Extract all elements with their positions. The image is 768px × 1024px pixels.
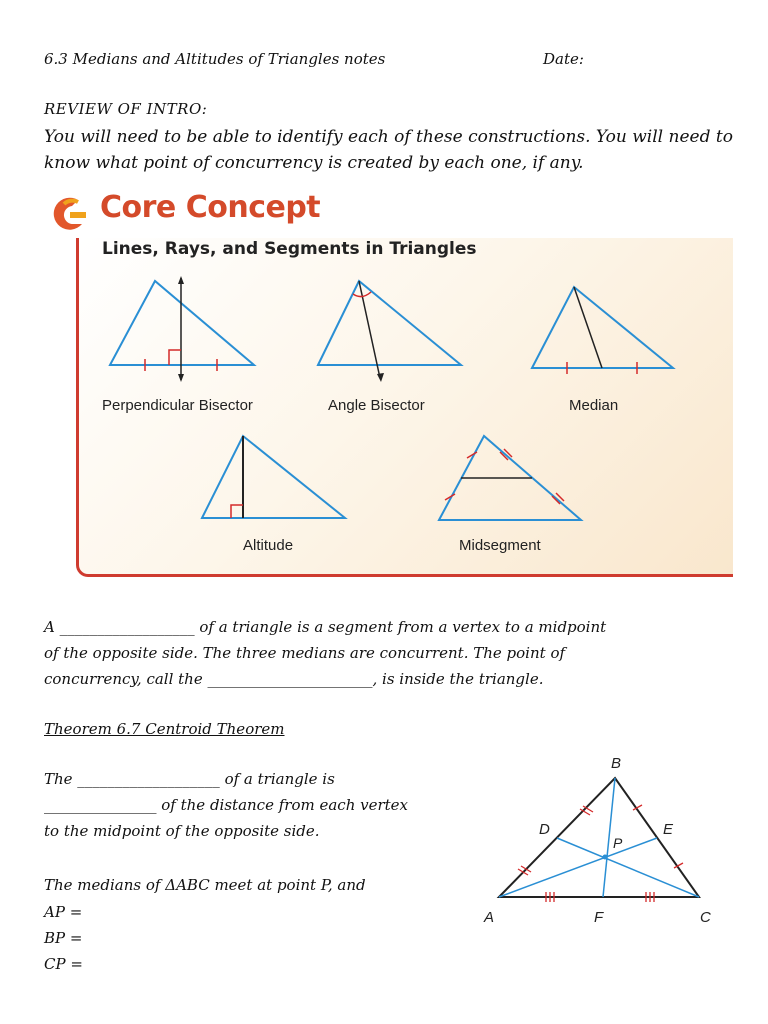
median-figure <box>532 287 673 374</box>
label-c: C <box>700 909 711 926</box>
label-d: D <box>539 821 550 838</box>
centroid-figure <box>470 744 728 930</box>
altitude-figure <box>202 436 345 518</box>
core-concept-subtitle: Lines, Rays, and Segments in Triangles <box>102 239 477 259</box>
caption-perp-bisector: Perpendicular Bisector <box>102 397 253 414</box>
label-p: P <box>613 835 623 851</box>
caption-median: Median <box>569 397 619 414</box>
theorem-line-1: The ___________________ of a triangle is <box>44 770 335 788</box>
label-e: E <box>663 821 674 838</box>
core-concept-title: Core Concept <box>100 190 321 225</box>
caption-angle-bisector: Angle Bisector <box>328 397 425 414</box>
ap-line: AP = <box>44 903 83 921</box>
median-def-line-2: of the opposite side. The three medians are concurrent. The point of <box>44 644 566 662</box>
median-def-line-1: A __________________ of a triangle is a segment from a vertex to a midpoint <box>44 618 607 636</box>
perp-bisector-figure <box>110 276 254 382</box>
caption-altitude: Altitude <box>243 537 294 554</box>
review-heading: REVIEW OF INTRO: <box>44 100 208 118</box>
date-label: Date: <box>543 50 584 68</box>
midsegment-figure <box>439 436 581 520</box>
median-def-line-3: concurrency, call the ______________________, is inside the triangle. <box>44 670 544 688</box>
label-a: A <box>484 909 495 926</box>
review-text: You will need to be able to identify each of these constructions. You will need to know what point of concurrency is created by each one, if any. <box>44 127 733 173</box>
caption-midsegment: Midsegment <box>459 537 541 554</box>
bp-line: BP = <box>44 929 83 947</box>
medians-statement: The medians of ΔABC meet at point P, and <box>44 876 366 894</box>
page-title: 6.3 Medians and Altitudes of Triangles notes <box>44 50 386 68</box>
median-definition <box>44 614 744 692</box>
cp-line: CP = <box>44 955 83 973</box>
label-b: B <box>611 755 622 772</box>
theorem-heading: Theorem 6.7 Centroid Theorem <box>44 720 285 738</box>
theorem-line-2: _______________ of the distance from each vertex <box>44 796 409 814</box>
angle-bisector-figure <box>318 281 461 382</box>
theorem-line-3: to the midpoint of the opposite side. <box>44 822 320 840</box>
label-f: F <box>594 909 604 926</box>
